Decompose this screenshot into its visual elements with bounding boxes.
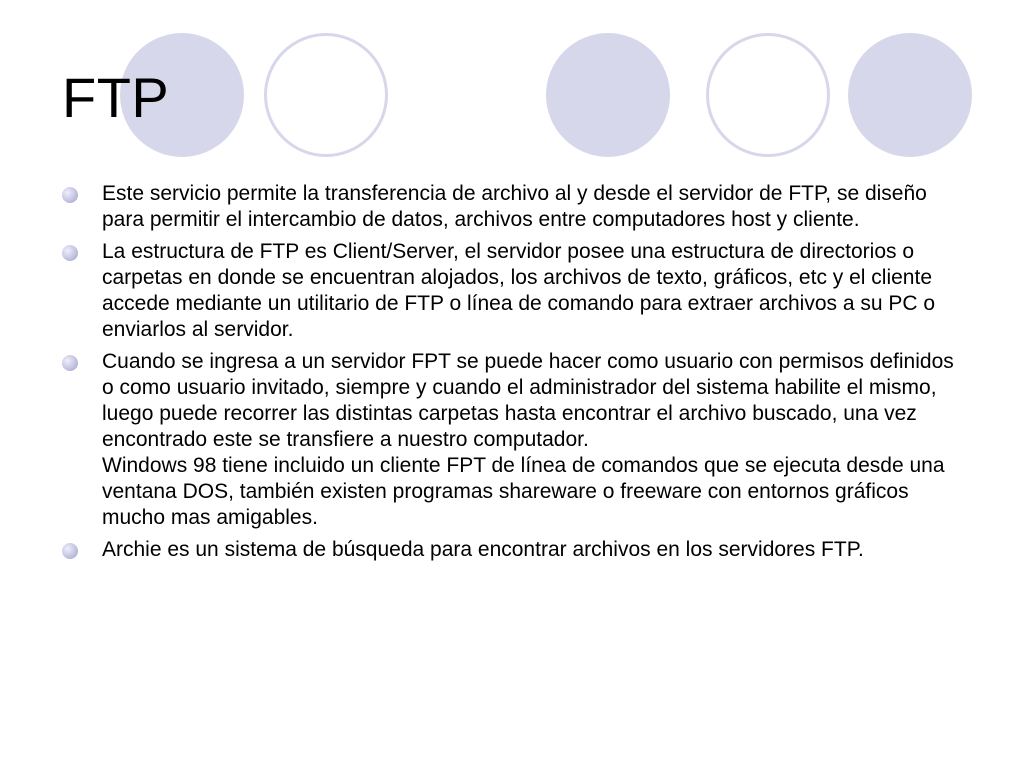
- decorative-outline-circle: [706, 33, 830, 157]
- bullet-text: Archie es un sistema de búsqueda para encontrar archivos en los servidores FTP.: [102, 538, 864, 561]
- decorative-outline-circle: [264, 33, 388, 157]
- bullet-dot-icon: [62, 355, 78, 371]
- bullet-item: [60, 239, 960, 343]
- slide-title: FTP: [62, 66, 170, 129]
- bullet-dot-icon: [62, 245, 78, 261]
- bullet-item: [60, 349, 960, 531]
- bullet-dot-icon: [62, 187, 78, 203]
- bullet-text: La estructura de FTP es Client/Server, el servidor posee una estructura de directorios o carpetas en donde se encuentran alojados, los archivos de texto, gráficos, etc y el cliente accede mediante un utilitario de FTP o línea de comando para extraer archivos a su PC o enviarlos al servidor.: [102, 240, 936, 341]
- decorative-filled-circle: [848, 33, 972, 157]
- bullet-item: [60, 537, 960, 563]
- bullet-text: Este servicio permite la transferencia de archivo al y desde el servidor de FTP, se diseño para permitir el intercambio de datos, archivos entre computadores host y cliente.: [102, 182, 927, 231]
- bullet-text: Cuando se ingresa a un servidor FPT se puede hacer como usuario con permisos definidos o como usuario invitado, siempre y cuando el administrador del sistema habilite el mismo, luego puede recorrer las distintas carpetas hasta encontrar el archivo buscado, una vez encontrado este se transfiere a nuestro computador. Windows 98 tiene incluido un cliente FPT de línea de comandos que se ejecuta desde una ventana DOS, también existen programas shareware o freeware con entornos gráficos mucho mas amigables.: [102, 350, 954, 529]
- bullet-dot-icon: [62, 543, 78, 559]
- decorative-filled-circle: [546, 33, 670, 157]
- bullet-item: [60, 181, 960, 233]
- bullet-list: [60, 181, 960, 569]
